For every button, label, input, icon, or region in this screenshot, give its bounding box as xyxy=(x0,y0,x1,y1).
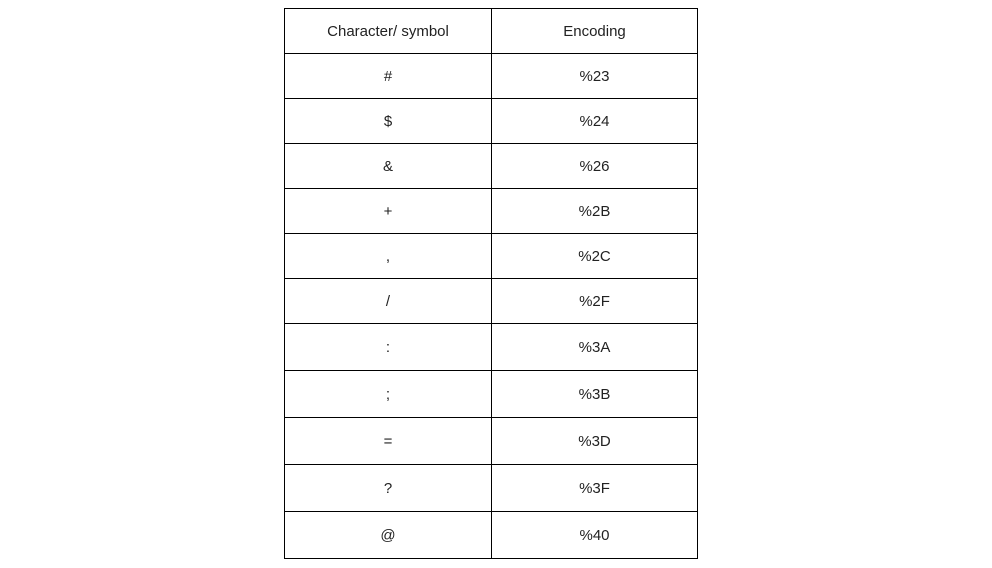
header-character-symbol: Character/ symbol xyxy=(285,9,492,54)
table-header-row xyxy=(285,9,698,54)
cell-encoding: %40 xyxy=(492,512,698,559)
cell-encoding: %3B xyxy=(492,371,698,418)
table-row xyxy=(285,418,698,465)
table-row xyxy=(285,54,698,99)
cell-character: & xyxy=(285,144,492,189)
table-row xyxy=(285,144,698,189)
cell-character: $ xyxy=(285,99,492,144)
cell-character: + xyxy=(285,189,492,234)
table-row xyxy=(285,512,698,559)
cell-encoding: %23 xyxy=(492,54,698,99)
cell-encoding: %3D xyxy=(492,418,698,465)
cell-character: ? xyxy=(285,465,492,512)
cell-character: / xyxy=(285,279,492,324)
cell-encoding: %3A xyxy=(492,324,698,371)
cell-character: @ xyxy=(285,512,492,559)
table-row xyxy=(285,99,698,144)
cell-character: # xyxy=(285,54,492,99)
table-row xyxy=(285,465,698,512)
cell-character: , xyxy=(285,234,492,279)
table-row xyxy=(285,371,698,418)
cell-encoding: %3F xyxy=(492,465,698,512)
table-row xyxy=(285,234,698,279)
cell-encoding: %26 xyxy=(492,144,698,189)
cell-character: : xyxy=(285,324,492,371)
cell-encoding: %2B xyxy=(492,189,698,234)
table-row xyxy=(285,279,698,324)
cell-encoding: %2F xyxy=(492,279,698,324)
cell-character: = xyxy=(285,418,492,465)
header-encoding: Encoding xyxy=(492,9,698,54)
cell-encoding: %2C xyxy=(492,234,698,279)
url-encoding-table xyxy=(284,8,698,559)
table-row xyxy=(285,324,698,371)
cell-character: ; xyxy=(285,371,492,418)
table-row xyxy=(285,189,698,234)
cell-encoding: %24 xyxy=(492,99,698,144)
